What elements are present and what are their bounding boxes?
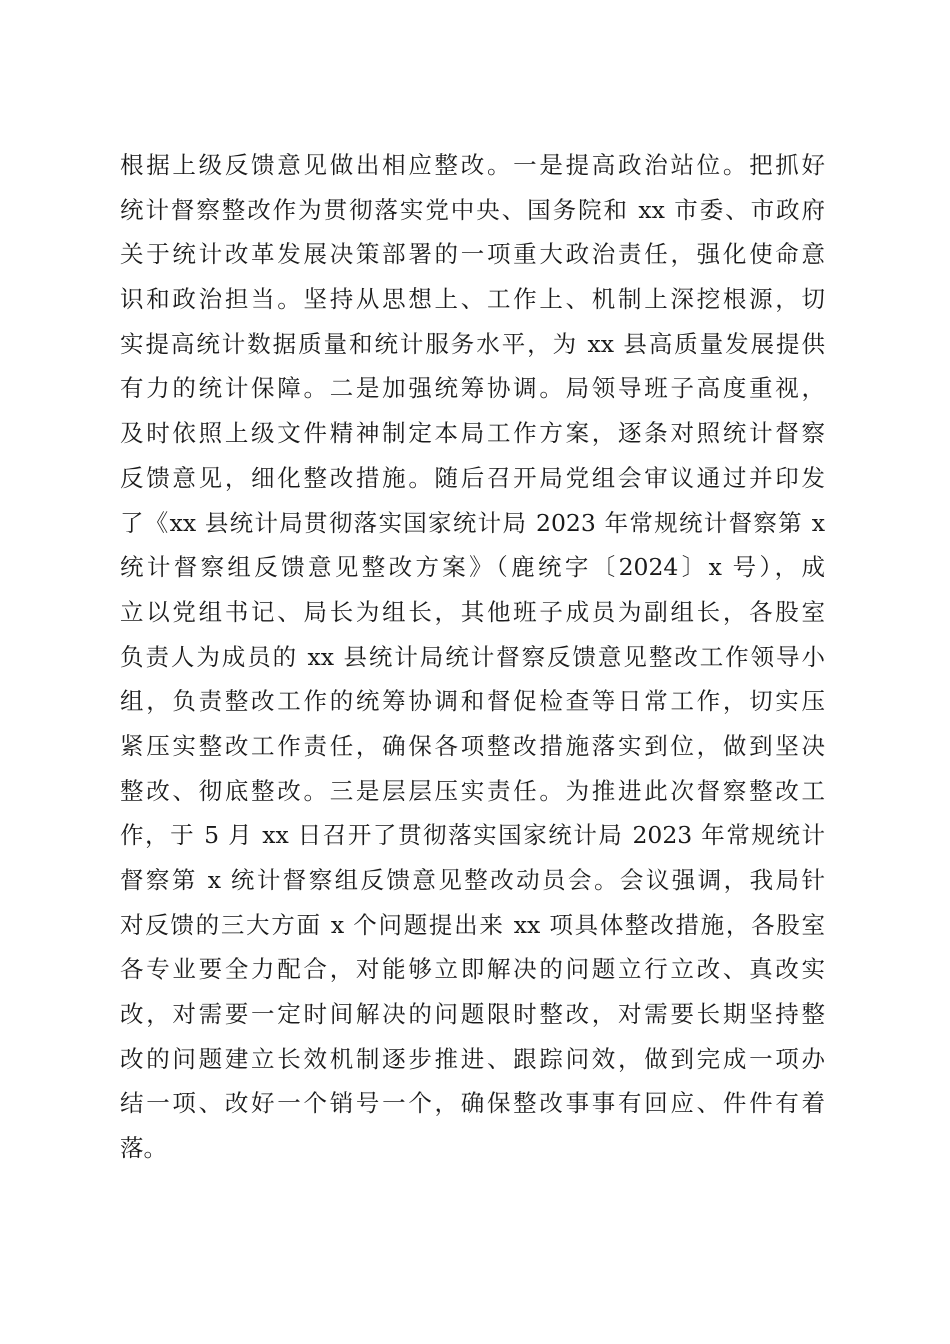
paragraph-line: 统计督察整改作为贯彻落实党中央、国务院和 xx 市委、市政府 (120, 195, 825, 224)
paragraph-line: 了《xx 县统计局贯彻落实国家统计局 2023 年常规统计督察第 x (120, 508, 825, 537)
paragraph-line: 识和政治担当。坚持从思想上、工作上、机制上深挖根源，切 (120, 285, 825, 314)
paragraph-line: 对反馈的三大方面 x 个问题提出来 xx 项具体整改措施，各股室 (120, 910, 825, 939)
paragraph-line: 各专业要全力配合，对能够立即解决的问题立行立改、真改实 (120, 955, 825, 984)
paragraph-line-last: 落。 (120, 1134, 167, 1163)
paragraph-line: 实提高统计数据质量和统计服务水平，为 xx 县高质量发展提供 (120, 329, 825, 358)
paragraph-line: 统计督察组反馈意见整改方案》（鹿统字〔2024〕x 号），成 (120, 553, 825, 582)
paragraph-line: 结一项、改好一个销号一个，确保整改事事有回应、件件有着 (120, 1089, 825, 1118)
body-paragraph (120, 143, 825, 1171)
paragraph-line: 立以党组书记、局长为组长，其他班子成员为副组长，各股室 (120, 597, 825, 626)
paragraph-line: 及时依照上级文件精神制定本局工作方案，逐条对照统计督察 (120, 419, 825, 448)
paragraph-line: 组，负责整改工作的统筹协调和督促检查等日常工作，切实压 (120, 687, 825, 716)
paragraph-line: 改，对需要一定时间解决的问题限时整改，对需要长期坚持整 (120, 1000, 825, 1029)
paragraph-line: 督察第 x 统计督察组反馈意见整改动员会。会议强调，我局针 (120, 866, 825, 894)
paragraph-line: 作，于 5 月 xx 日召开了贯彻落实国家统计局 2023 年常规统计 (120, 821, 825, 850)
paragraph-line: 改的问题建立长效机制逐步推进、跟踪问效，做到完成一项办 (120, 1044, 825, 1073)
paragraph-line: 根据上级反馈意见做出相应整改。一是提高政治站位。把抓好 (120, 151, 825, 179)
paragraph-line: 关于统计改革发展决策部署的一项重大政治责任，强化使命意 (120, 240, 825, 269)
paragraph-line: 有力的统计保障。二是加强统筹协调。局领导班子高度重视， (120, 374, 825, 403)
paragraph-line: 反馈意见，细化整改措施。随后召开局党组会审议通过并印发 (120, 463, 825, 492)
paragraph-line: 整改、彻底整改。三是层层压实责任。为推进此次督察整改工 (120, 776, 825, 805)
paragraph-line: 紧压实整改工作责任，确保各项整改措施落实到位，做到坚决 (120, 731, 825, 760)
paragraph-line: 负责人为成员的 xx 县统计局统计督察反馈意见整改工作领导小 (120, 642, 825, 671)
